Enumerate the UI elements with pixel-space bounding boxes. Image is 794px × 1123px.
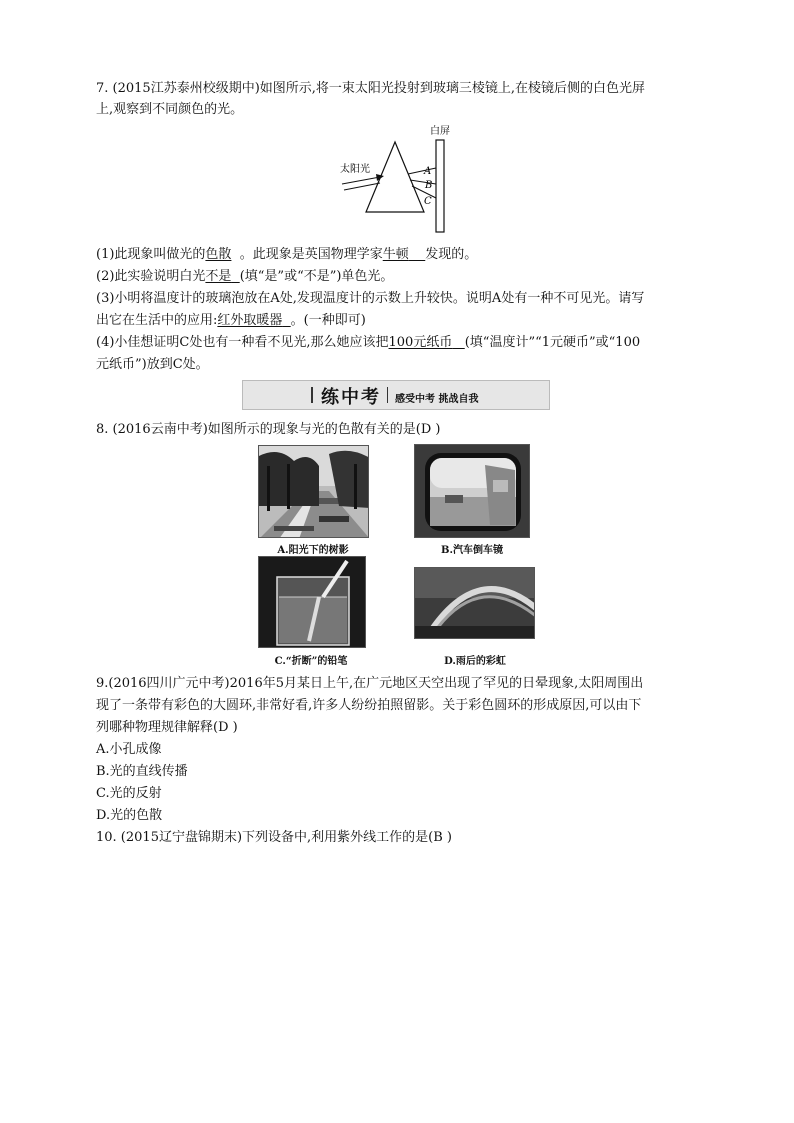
q10-text: 10. (2015辽宁盘锦期末)下列设备中,利用紫外线工作的是(B ): [96, 830, 452, 845]
q7-part3-line2: 出它在生活中的应用:红外取暖器 。(一种即可): [96, 313, 366, 328]
answer-banknote: 100元纸币: [388, 335, 453, 350]
photo-car-mirror: [414, 444, 530, 538]
prism-shape: [366, 142, 424, 212]
caption-a: A.阳光下的树影: [277, 545, 349, 556]
answer-dispersion: 色散: [205, 247, 232, 262]
point-c: C: [424, 196, 432, 207]
prism-diagram: [330, 122, 470, 234]
q7-part4-line1: (4)小佳想证明C处也有一种看不见光,那么她应该把100元纸币 (填“温度计”“1元硬币”或“100: [96, 335, 641, 350]
caption-d: D.雨后的彩虹: [444, 656, 506, 667]
q7-part1: (1)此现象叫做光的色散 。此现象是英国物理学家牛顿 发现的。: [96, 247, 478, 262]
banner-title: 练中考: [321, 387, 381, 408]
q7-text-line2: 上,观察到不同颜色的光。: [96, 102, 244, 117]
q9-text-line1: 9.(2016四川广元中考)2016年5月某日上午,在广元地区天空出现了罕见的日晕现象,太阳周围出: [96, 676, 644, 691]
caption-b: B.汽车倒车镜: [441, 545, 503, 556]
sun-label: 太阳光: [340, 164, 370, 175]
q7-part2: (2)此实验说明白光不是 (填“是”或“不是”)单色光。: [96, 269, 394, 284]
q7-part3-line1: (3)小明将温度计的玻璃泡放在A处,发现温度计的示数上升较快。说明A处有一种不可见光。请写: [96, 291, 645, 306]
screen-label: 白屏: [430, 126, 450, 137]
photo-tree-shadow: [258, 445, 369, 538]
q9-option-c: C.光的反射: [96, 786, 162, 801]
section-banner: [242, 380, 550, 410]
answer-infrared-heater: 红外取暖器: [217, 313, 283, 328]
point-a: A: [424, 166, 432, 177]
q7-part4-line2: 元纸币”)放到C处。: [96, 357, 209, 372]
caption-c: C.“折断”的铅笔: [274, 656, 348, 667]
point-b: B: [425, 180, 433, 191]
q9-text-line3: 列哪种物理规律解释(D ): [96, 720, 238, 735]
q7-text-line1: 7. (2015江苏泰州校级期中)如图所示,将一束太阳光投射到玻璃三棱镜上,在棱镜后侧的白色光屏: [96, 81, 646, 96]
q9-option-a: A.小孔成像: [96, 742, 162, 757]
answer-newton: 牛顿: [382, 247, 409, 262]
q9-option-b: B.光的直线传播: [96, 764, 188, 779]
photo-rainbow: [414, 567, 535, 639]
photo-pencil-in-water: [258, 556, 366, 648]
answer-not: 不是: [205, 269, 232, 284]
q8-text: 8. (2016云南中考)如图所示的现象与光的色散有关的是(D ): [96, 422, 441, 437]
q9-option-d: D.光的色散: [96, 808, 163, 823]
q9-text-line2: 现了一条带有彩色的大圆环,非常好看,许多人纷纷拍照留影。关于彩色圆环的形成原因,可以由下: [96, 698, 642, 713]
white-screen: [436, 140, 444, 232]
banner-subtitle: 感受中考 挑战自我: [395, 394, 479, 405]
